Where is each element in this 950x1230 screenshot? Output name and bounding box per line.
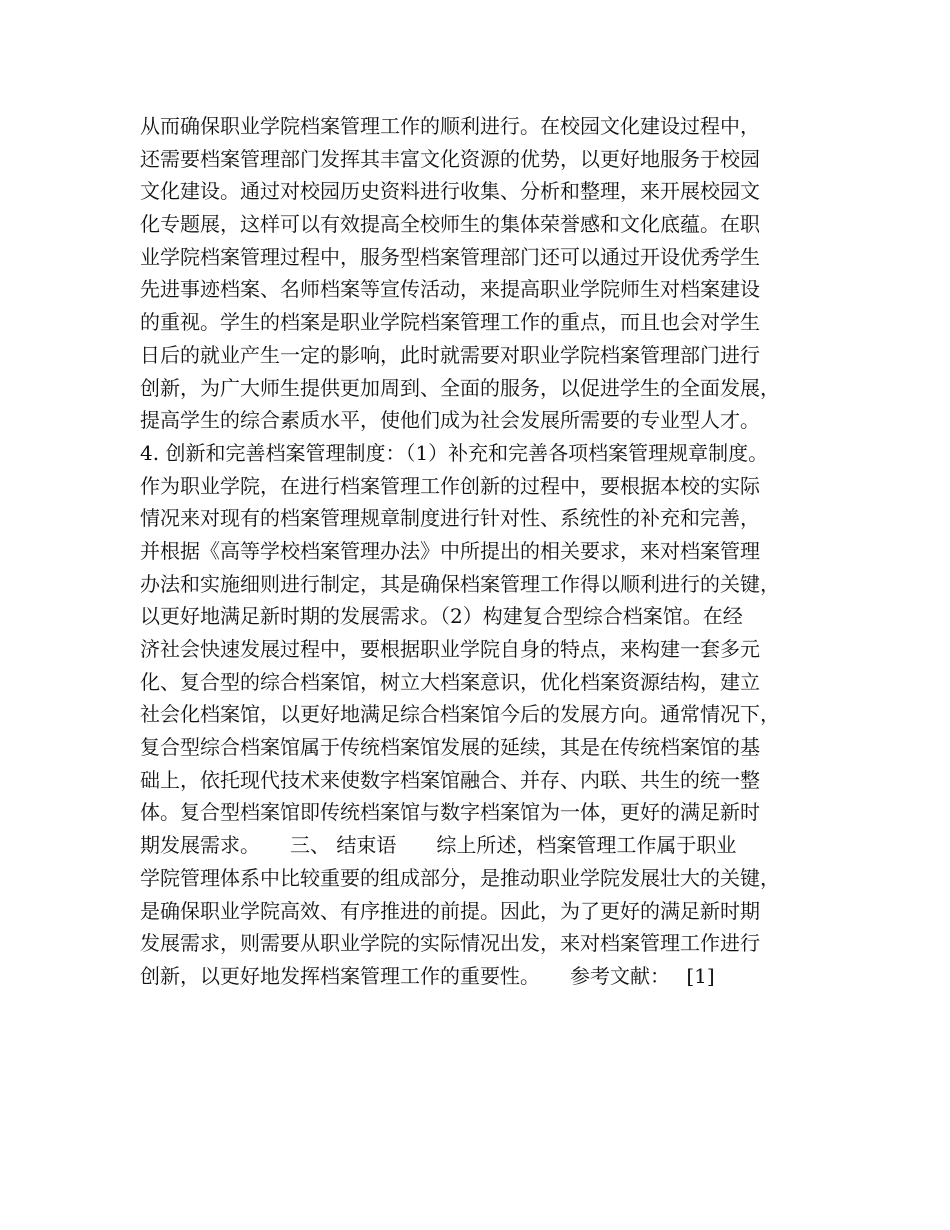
text-line: 并根据《高等学校档案管理办法》中所提出的相关要求，来对档案管理	[140, 538, 760, 563]
text-line: 济社会快速发展过程中，要根据职业学院自身的特点，来构建一套多元	[140, 637, 760, 661]
text-line: 以更好地满足新时期的发展需求。（2）构建复合型综合档案馆。在经	[140, 604, 743, 629]
text-line: 复合型综合档案馆属于传统档案馆发展的延续，其是在传统档案馆的基	[140, 735, 760, 760]
text-line: 创新，为广大师生提供更加周到、全面的服务，以促进学生的全面发展，	[140, 375, 780, 400]
text-line: 化专题展，这样可以有效提高全校师生的集体荣誉感和文化底蕴。在职	[140, 212, 760, 237]
text-line: 社会化档案馆，以更好地满足综合档案馆今后的发展方向。通常情况下，	[140, 702, 780, 727]
text-line: 期发展需求。 三、 结束语 综上所述，档案管理工作属于职业	[140, 833, 737, 858]
text-line: 办法和实施细则进行制定，其是确保档案管理工作得以顺利进行的关键，	[140, 571, 780, 596]
text-line: 作为职业学院，在进行档案管理工作创新的过程中，要根据本校的实际	[140, 473, 760, 498]
body-text	[140, 110, 830, 993]
text-line: 础上，依托现代技术来使数字档案馆融合、并存、内联、共生的统一整	[140, 767, 760, 792]
text-line: 化、复合型的综合档案馆，树立大档案意识，优化档案资源结构，建立	[140, 669, 760, 694]
text-line: 提高学生的综合素质水平，使他们成为社会发展所需要的专业型人才。	[140, 408, 760, 433]
text-line: 发展需求，则需要从职业学院的实际情况出发，来对档案管理工作进行	[140, 931, 760, 956]
text-line: 日后的就业产生一定的影响，此时就需要对职业学院档案管理部门进行	[140, 342, 760, 367]
text-line: 情况来对现有的档案管理规章制度进行针对性、系统性的补充和完善，	[140, 506, 760, 531]
text-line: 是确保职业学院高效、有序推进的前提。因此，为了更好的满足新时期	[140, 898, 760, 923]
text-line: 创新，以更好地发挥档案管理工作的重要性。 参考文献： [1]	[140, 963, 715, 988]
text-line: 业学院档案管理过程中，服务型档案管理部门还可以通过开设优秀学生	[140, 244, 760, 269]
text-line: 先进事迹档案、名师档案等宣传活动，来提高职业学院师生对档案建设	[140, 277, 760, 302]
text-line: 的重视。学生的档案是职业学院档案管理工作的重点，而且也会对学生	[140, 310, 760, 335]
text-line: 文化建设。通过对校园历史资料进行收集、分析和整理，来开展校园文	[140, 179, 760, 204]
text-line: 还需要档案管理部门发挥其丰富文化资源的优势，以更好地服务于校园	[140, 146, 760, 171]
text-line: 学院管理体系中比较重要的组成部分，是推动职业学院发展壮大的关键，	[140, 865, 780, 890]
text-line: 体。复合型档案馆即传统档案馆与数字档案馆为一体，更好的满足新时	[140, 800, 760, 825]
text-line: 从而确保职业学院档案管理工作的顺利进行。在校园文化建设过程中，	[140, 114, 760, 138]
text-line: 4. 创新和完善档案管理制度：（1）补充和完善各项档案管理规章制度。	[140, 440, 769, 465]
